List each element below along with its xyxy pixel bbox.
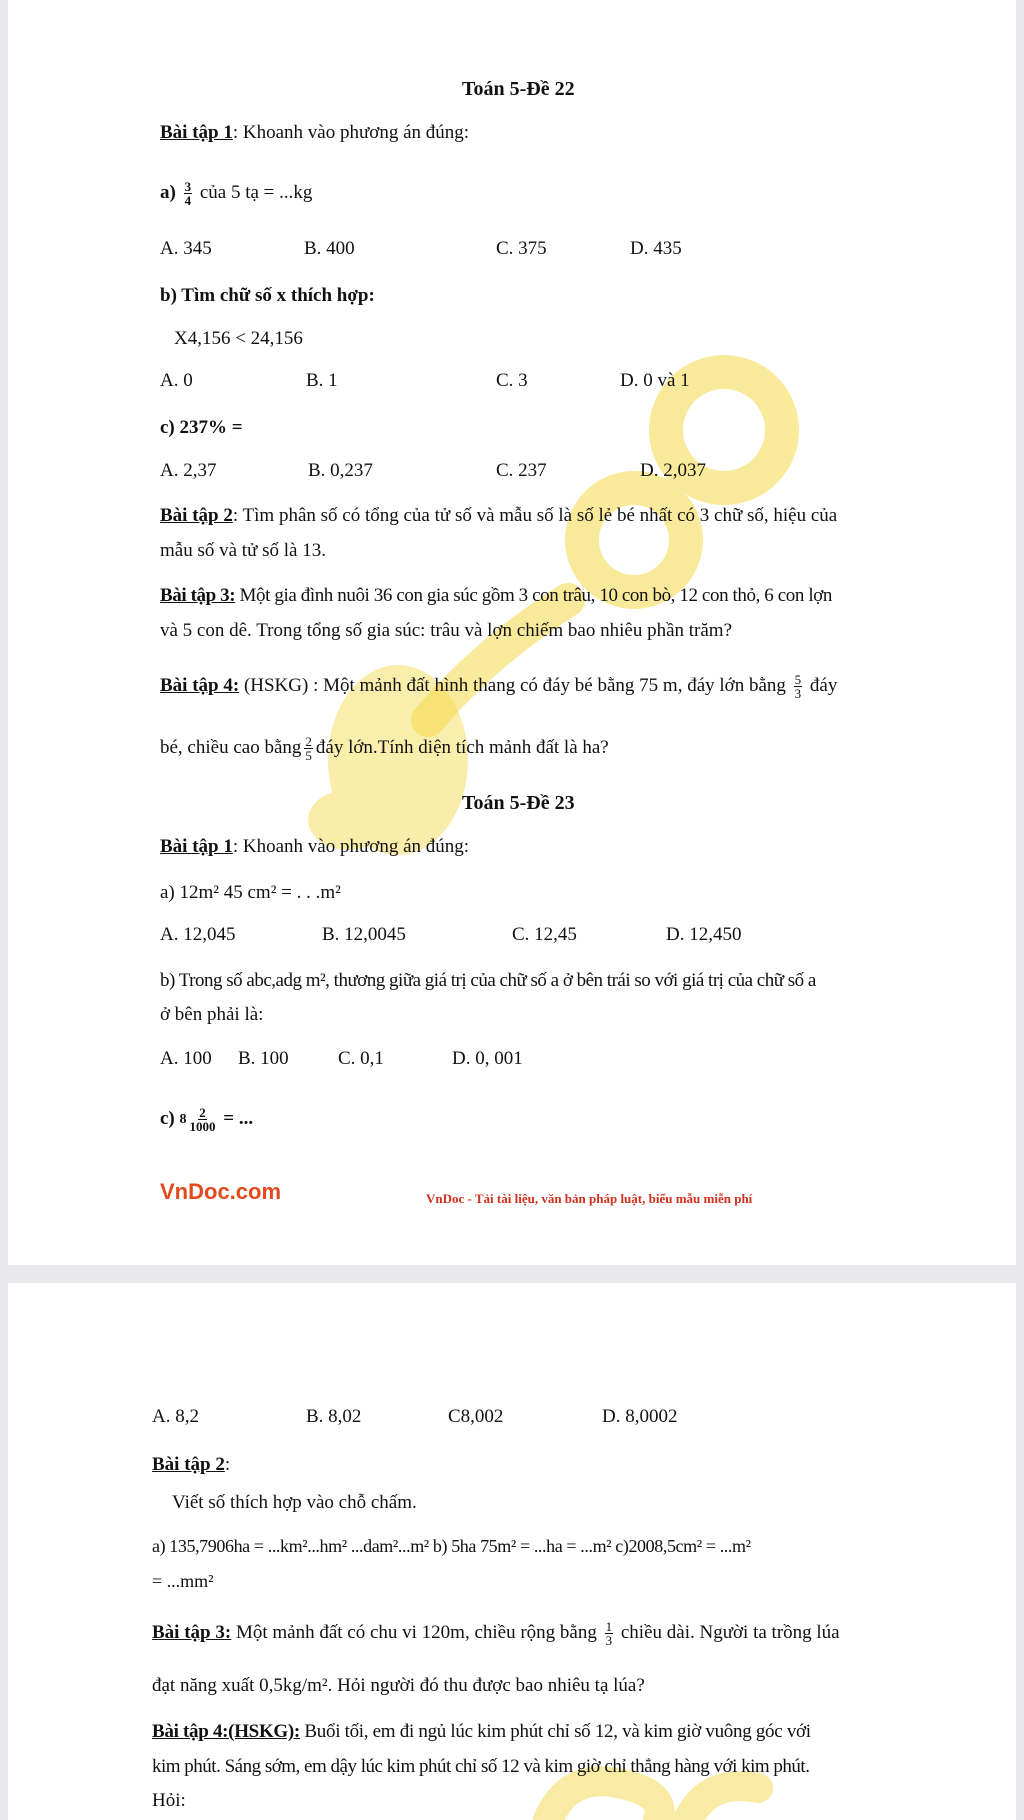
qa-text: của 5 tạ = ...kg	[199, 181, 313, 203]
d23-qb-option-c: C. 0,1	[338, 1048, 384, 1069]
frac-num: 1	[605, 1619, 613, 1634]
bt3-label: Bài tập 3:	[160, 585, 236, 606]
qa-option-d: D. 435	[630, 238, 682, 259]
document-page-1	[8, 0, 1016, 1265]
frac-num: 5	[794, 672, 802, 687]
frac-den: 3	[605, 1633, 613, 1648]
vndoc-brand-logo: VnDoc.com	[160, 1179, 282, 1204]
bt2-text1: : Tìm phân số có tổng của tử số và mẫu số là số lẻ bé nhất có 3 chữ số, hiệu của	[232, 505, 838, 526]
qb-expression: X4,156 < 24,156	[174, 328, 303, 349]
fraction-3-4	[184, 180, 193, 207]
p2-option-d: D. 8,0002	[602, 1406, 678, 1427]
frac-num: 2	[305, 734, 312, 749]
d23-qa-option-b: B. 12,0045	[322, 924, 406, 945]
p2-bt3-text1a: Một mảnh đất có chu vi 120m, chiều rộng bằng	[231, 1621, 597, 1643]
bt4-text1b: đáy	[809, 674, 838, 696]
p2-bt3-text1b: chiều dài. Người ta trồng lúa	[620, 1621, 840, 1643]
qa-option-c: C. 375	[496, 238, 547, 259]
frac-num: 2	[199, 1105, 206, 1120]
bt3-text1: Một gia đình nuôi 36 con gia súc gồm 3 con trâu, 10 con bò, 12 con thỏ, 6 con lợn	[235, 585, 832, 606]
mixed-whole: 8	[179, 1111, 187, 1127]
p2-bt2-heading	[152, 1454, 230, 1476]
d23-qb-option-b: B. 100	[238, 1048, 289, 1069]
bt2-line1	[160, 505, 837, 527]
d23-qa-option-c: C. 12,45	[512, 924, 577, 945]
document-page-2	[8, 1283, 1016, 1820]
fraction-2-5	[304, 735, 313, 762]
bt4-line2	[160, 735, 609, 762]
frac-den: 1000	[189, 1119, 216, 1134]
qa-option-a: A. 345	[160, 238, 212, 259]
p2-bt3-label: Bài tập 3:	[152, 1621, 232, 1643]
p2-option-b: B. 8,02	[306, 1406, 362, 1427]
d23-bt1-text: : Khoanh vào phương án đúng:	[232, 836, 470, 857]
p2-bt2-label: Bài tập 2	[152, 1454, 225, 1475]
d23-bt1-heading	[160, 836, 469, 858]
fraction-2-1000	[190, 1106, 216, 1133]
p2-bt4-label: Bài tập 4:(HSKG):	[152, 1721, 300, 1742]
p2-bt3-line1	[152, 1620, 840, 1647]
frac-den: 5	[305, 748, 312, 763]
title-de-23: Toán 5-Đề 23	[462, 792, 575, 814]
mixed-number-8-2-1000	[180, 1106, 219, 1133]
qc-option-a: A. 2,37	[160, 460, 217, 481]
qb-option-c: C. 3	[496, 370, 528, 391]
qc-option-c: C. 237	[496, 460, 547, 481]
d23-bt1-label: Bài tập 1	[160, 836, 233, 857]
d23-qc-tail: = ...	[223, 1107, 254, 1129]
d23-qa-option-d: D. 12,450	[666, 924, 742, 945]
p2-bt2-items-cont: = ...mm²	[152, 1571, 214, 1591]
p2-bt2-items: a) 135,7906ha = ...km²...hm² ...dam²...m² b) 5ha 75m² = ...ha = ...m² c)2008,5cm² = ...m²	[152, 1536, 751, 1556]
bt1-text: : Khoanh vào phương án đúng:	[232, 122, 470, 143]
qb-option-b: B. 1	[306, 370, 338, 391]
frac-num: 3	[184, 179, 192, 194]
d23-qc-prefix: c)	[160, 1107, 175, 1129]
bt3-line1	[160, 585, 832, 607]
bt1-label: Bài tập 1	[160, 122, 233, 143]
bt4-text2a: bé, chiều cao bằng	[160, 736, 302, 758]
p2-bt2-colon: :	[224, 1454, 231, 1475]
qc-option-b: B. 0,237	[308, 460, 373, 481]
bt1-heading	[160, 122, 469, 144]
frac-den: 4	[184, 193, 192, 208]
qc-option-d: D. 2,037	[640, 460, 706, 481]
qb-option-d: D. 0 và 1	[620, 370, 690, 391]
bt3-line2: và 5 con dê. Trong tổng số gia súc: trâu và lợn chiếm bao nhiêu phần trăm?	[160, 620, 733, 641]
p2-bt4-line1	[152, 1721, 811, 1743]
question-a	[160, 180, 312, 207]
d23-qa-option-a: A. 12,045	[160, 924, 236, 945]
d23-question-c	[160, 1106, 253, 1133]
question-b: b) Tìm chữ số x thích hợp:	[160, 285, 375, 306]
frac-den: 3	[794, 686, 802, 701]
fraction-5-3	[794, 673, 803, 700]
p2-bt4-text1: Buổi tối, em đi ngủ lúc kim phút chỉ số 12, và kim giờ vuông góc với	[299, 1721, 811, 1742]
qb-option-a: A. 0	[160, 370, 193, 391]
p2-bt2-instruction: Viết số thích hợp vào chỗ chấm.	[172, 1492, 417, 1513]
bt2-label: Bài tập 2	[160, 505, 233, 526]
p2-bt4-line2: kim phút. Sáng sớm, em dậy lúc kim phút chỉ số 12 và kim giờ chỉ thẳng hàng với kim phút.	[152, 1756, 810, 1777]
bt4-text2b: đáy lớn.Tính diện tích mảnh đất là ha?	[315, 736, 609, 758]
d23-qb-option-a: A. 100	[160, 1048, 212, 1069]
d23-question-b-line1: b) Trong số abc,adg m², thương giữa giá trị của chữ số a ở bên trái so với giá trị của chữ số a	[160, 970, 816, 991]
p2-option-a: A. 8,2	[152, 1406, 199, 1427]
p2-option-c: C8,002	[448, 1406, 504, 1427]
qa-option-b: B. 400	[304, 238, 355, 259]
question-c: c) 237% =	[160, 417, 243, 438]
p2-bt3-line2: đạt năng xuất 0,5kg/m². Hỏi người đó thu được bao nhiêu tạ lúa?	[152, 1675, 645, 1696]
page-footer: VnDoc - Tải tài liệu, văn bản pháp luật, biểu mẫu miễn phí	[426, 1191, 753, 1206]
bt4-text1a: (HSKG) : Một mảnh đất hình thang có đáy bé bằng 75 m, đáy lớn bằng	[239, 674, 786, 696]
fraction-1-3	[605, 1620, 614, 1647]
bt2-line2: mẫu số và tử số là 13.	[160, 540, 326, 561]
d23-question-b-line2: ở bên phải là:	[160, 1004, 264, 1025]
title-de-22: Toán 5-Đề 22	[462, 78, 575, 100]
qa-prefix: a)	[160, 181, 176, 203]
d23-question-a: a) 12m² 45 cm² = . . .m²	[160, 882, 341, 903]
p2-bt4-line3: Hỏi:	[152, 1790, 186, 1811]
d23-qb-option-d: D. 0, 001	[452, 1048, 523, 1069]
bt4-label: Bài tập 4:	[160, 674, 240, 696]
bt4-line1	[160, 673, 837, 700]
